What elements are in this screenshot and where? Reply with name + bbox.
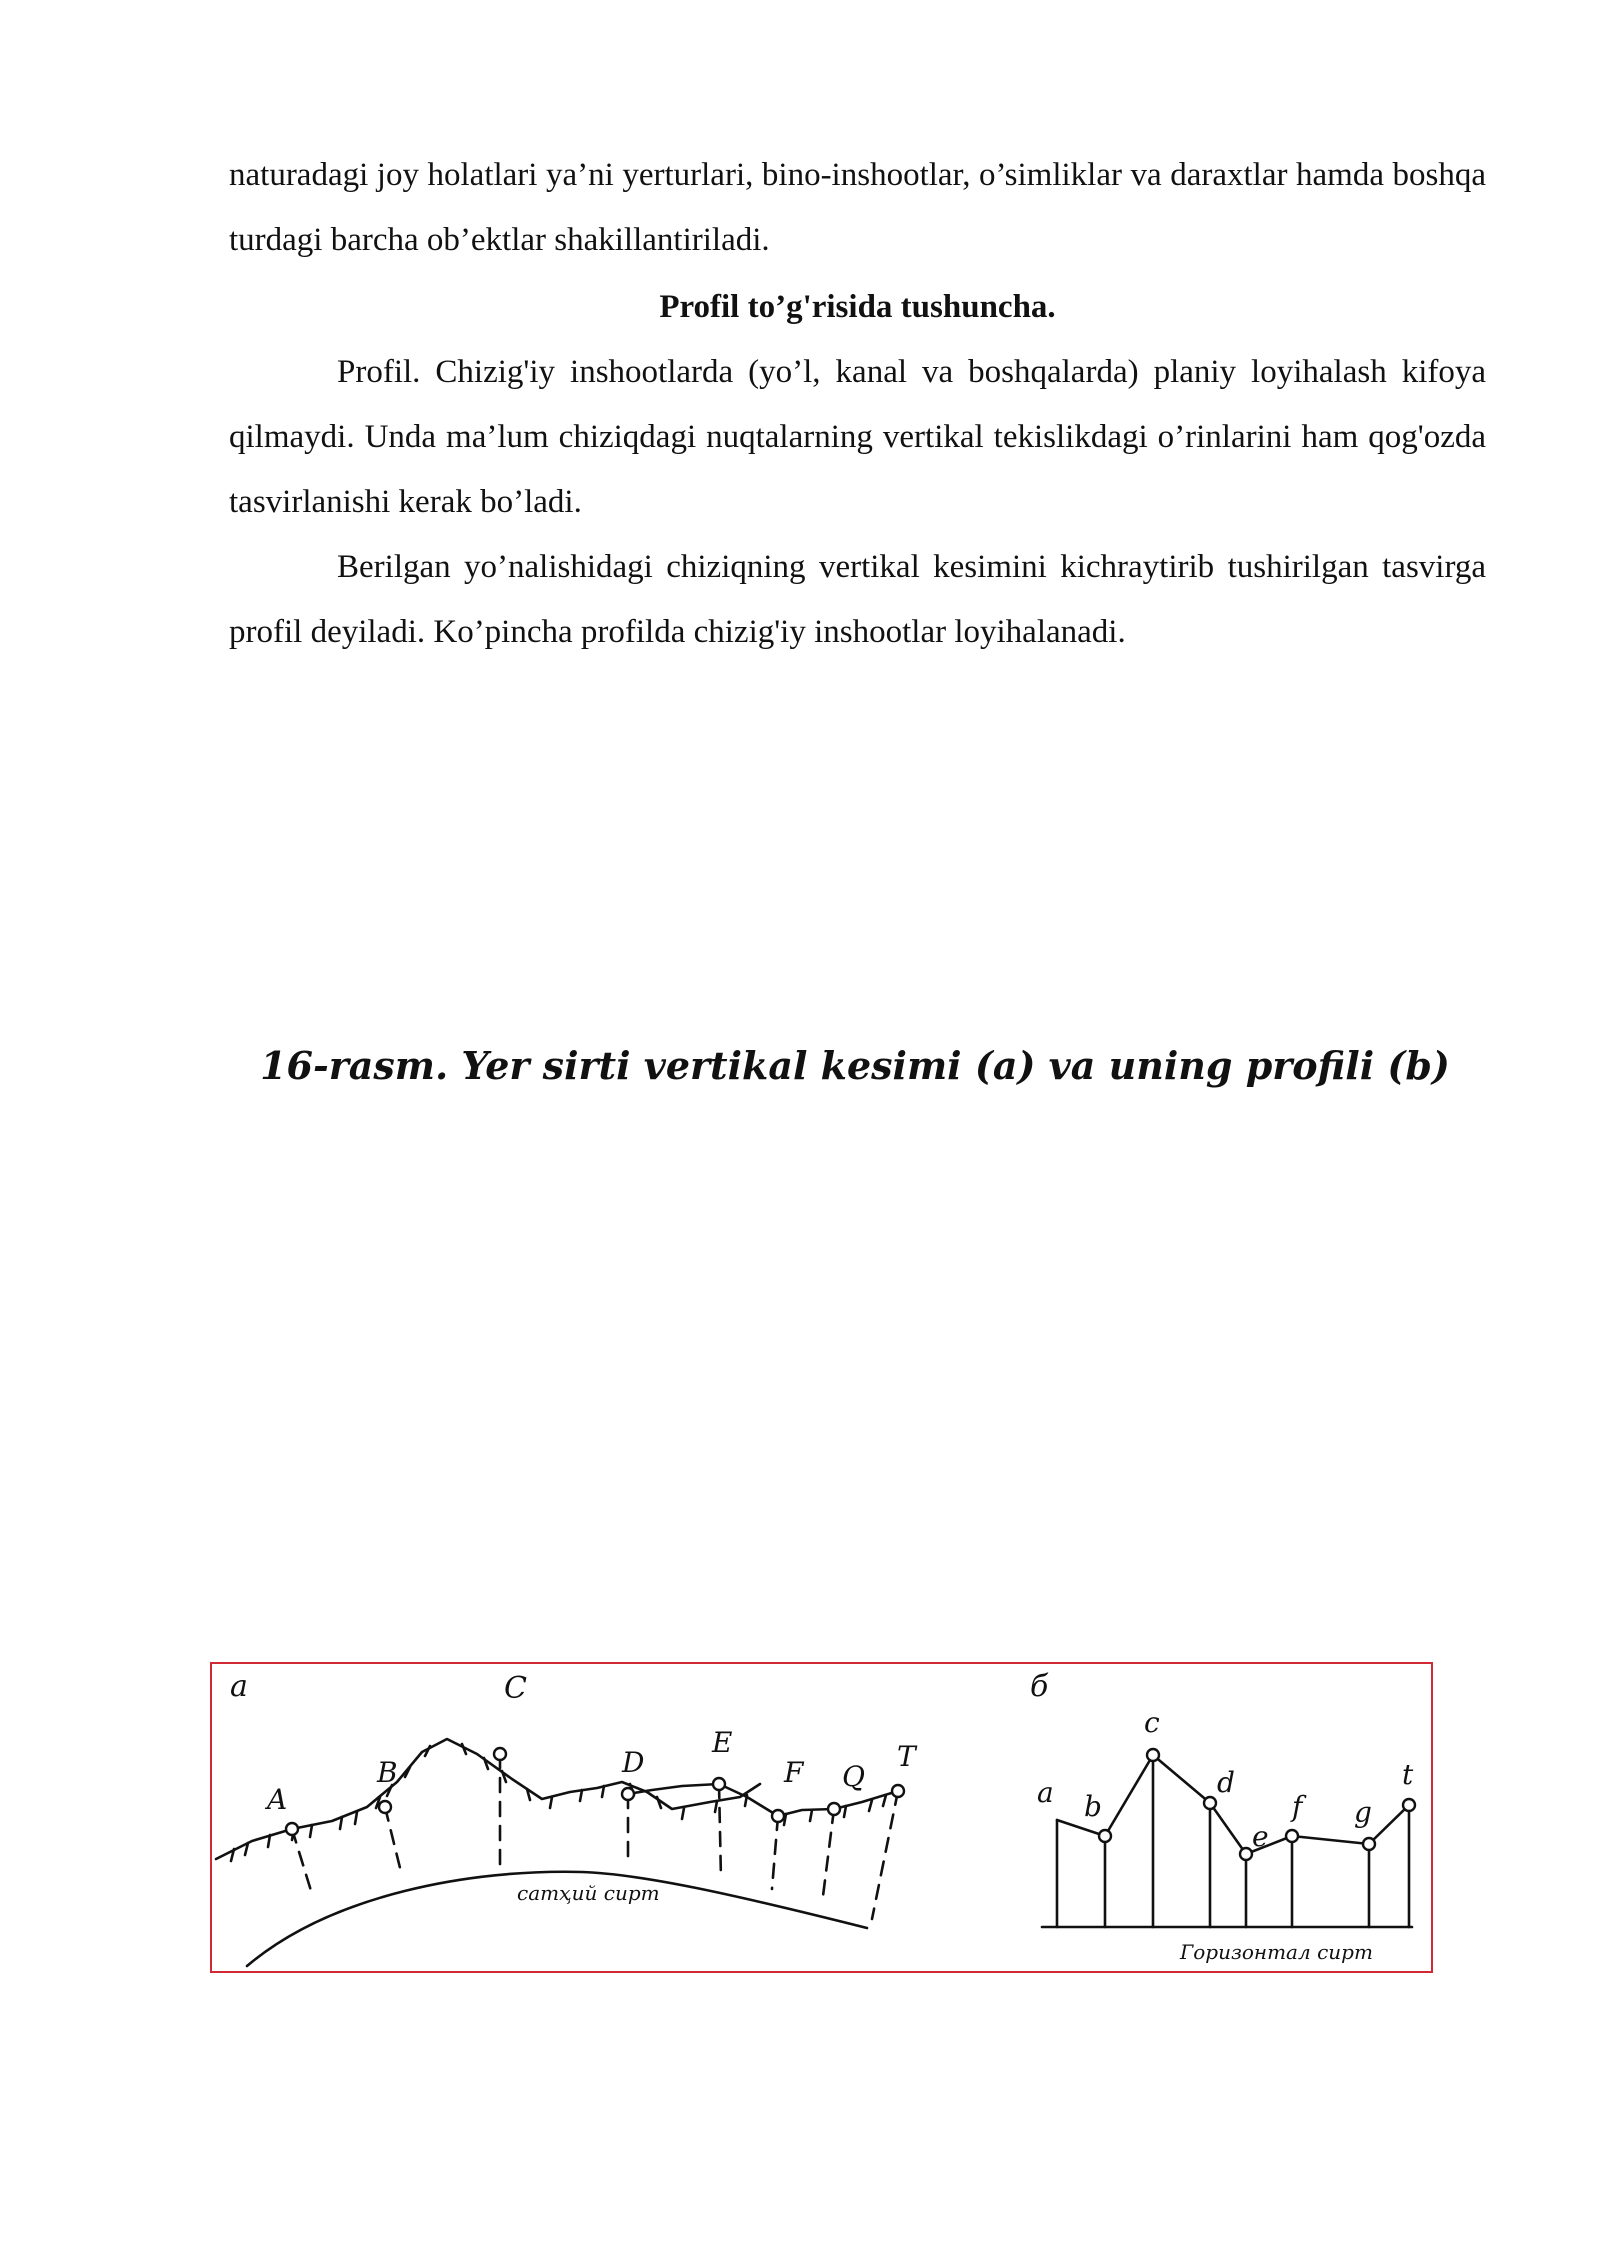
point-g-label: g <box>1354 1796 1372 1829</box>
point-D-marker <box>622 1788 634 1800</box>
point-b-marker <box>1099 1830 1111 1842</box>
section-heading: Profil to’g'risida tushuncha. <box>659 289 1056 325</box>
point-B-marker <box>379 1801 391 1813</box>
point-t-label: t <box>1402 1758 1414 1791</box>
part-b-letter: б <box>1030 1669 1049 1704</box>
point-F-marker <box>772 1810 784 1822</box>
point-f-label: f <box>1292 1790 1303 1823</box>
point-t-marker <box>1403 1799 1415 1811</box>
point-C-marker <box>494 1748 506 1760</box>
point-T-marker <box>892 1785 904 1797</box>
point-A-label: A <box>267 1783 288 1816</box>
point-E-label: E <box>712 1726 733 1759</box>
point-B-label: B <box>377 1756 398 1789</box>
level-surface-label: сатҳий сирт <box>517 1881 660 1905</box>
point-Q-marker <box>828 1803 840 1815</box>
point-g-marker <box>1363 1838 1375 1850</box>
point-e-marker <box>1240 1848 1252 1860</box>
point-C-label: C <box>504 1671 527 1706</box>
figure-profile <box>210 1662 1433 1973</box>
paragraph-intro: naturadagi joy holatlari ya’ni yerturlari, bino-inshootlar, o’simliklar va daraxtlar hamda boshqa turdagi barcha ob’ektlar shakillantiriladi. <box>229 157 1486 258</box>
point-F-label: F <box>784 1756 804 1789</box>
point-E-marker <box>713 1778 725 1790</box>
point-c-label: c <box>1144 1706 1160 1739</box>
paragraph-profile-definition: Profil. Chizig'iy inshootlarda (yo’l, kanal va boshqalarda) planiy loyihalash kifoya qilmaydi. Unda ma’lum chiziqdagi nuqtalarning vertikal tekislikdagi o’rinlarini ham qog'ozda tasvirlanishi kerak bo’ladi. <box>229 354 1486 520</box>
paragraph-profile-usage: Berilgan yo’nalishidagi chiziqning vertikal kesimini kichraytirib tushirilgan tasvirga profil deyiladi. Ko’pincha profilda chizig'iy inshootlar loyihalanadi. <box>229 549 1486 650</box>
part-a-letter: a <box>230 1669 248 1704</box>
horizontal-surface-label: Горизонтал сирт <box>1180 1940 1373 1964</box>
point-f-marker <box>1286 1830 1298 1842</box>
point-Q-label: Q <box>842 1760 865 1793</box>
point-d-label: d <box>1217 1766 1235 1799</box>
point-a-label: a <box>1037 1776 1054 1809</box>
point-b-label: b <box>1084 1790 1102 1823</box>
point-D-label: D <box>622 1746 645 1779</box>
point-d-marker <box>1204 1797 1216 1809</box>
point-T-label: T <box>897 1740 916 1773</box>
figure-caption: 16-rasm. Yer sirti vertikal kesimi (a) va uning profili (b) <box>260 1043 1450 1088</box>
point-e-label: e <box>1252 1820 1269 1853</box>
point-c-marker <box>1147 1749 1159 1761</box>
point-A-marker <box>286 1823 298 1835</box>
figure-drawing <box>212 1664 1431 1971</box>
